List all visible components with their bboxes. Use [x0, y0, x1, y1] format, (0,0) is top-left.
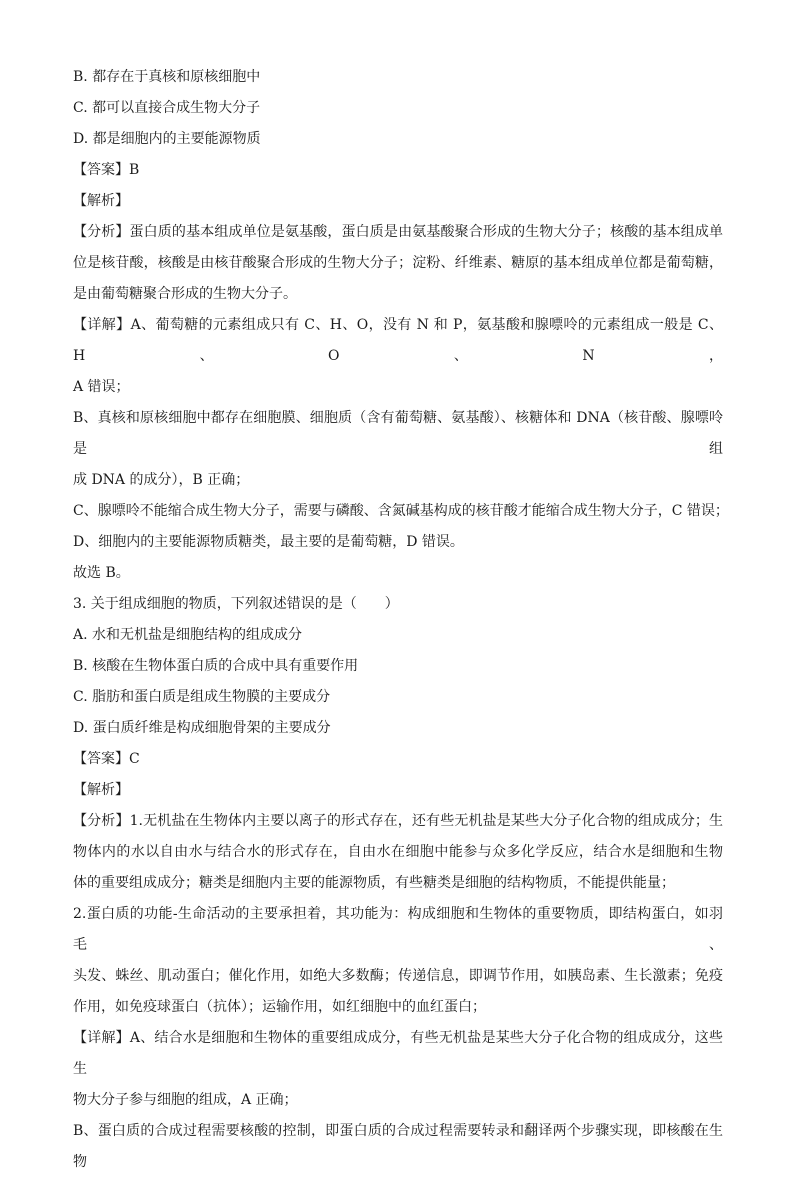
q3-fenxi: [73, 806, 723, 1023]
q2-analysis-label: 【解析】: [73, 193, 129, 209]
q2-conclusion: 故选 B。: [73, 565, 130, 581]
q2-option-b: B. 都存在于真核和原核细胞中: [73, 69, 261, 85]
q3-xiangjie-line: B、蛋白质的合成过程需要核酸的控制，即蛋白质的合成过程需要转录和翻译两个步骤实现，即核酸在生物: [73, 1123, 723, 1170]
q3-option-d: D. 蛋白质纤维是构成细胞骨架的主要成分: [73, 720, 331, 736]
q3-xiangjie-line: 【详解】A、结合水是细胞和生物体的重要组成成分，有些无机盐是某些大分子化合物的组成成分，这些生: [73, 1030, 723, 1077]
q2-xiangjie: [73, 310, 729, 589]
q2-xiangjie-line: C、腺嘌呤不能缩合成生物大分子，需要与磷酸、含氮碱基构成的核苷酸才能缩合成生物大分子，C 错误；: [73, 503, 729, 519]
q2-xiangjie-line: D、细胞内的主要能源物质糖类，最主要的是葡萄糖，D 错误。: [73, 534, 464, 550]
q3-option-b: B. 核酸在生物体蛋白质的合成中具有重要作用: [73, 658, 359, 674]
q2-option-list: [73, 62, 723, 155]
q3-analysis-label: 【解析】: [73, 782, 129, 798]
q3-xiangjie-line: 物大分子参与细胞的组成，A 正确；: [73, 1092, 298, 1108]
q2-fenxi-line: 【分析】蛋白质的基本组成单位是氨基酸，蛋白质是由氨基酸聚合形成的生物大分子；核酸的基本组成单: [73, 224, 723, 240]
q2-xiangjie-line: B、真核和原核细胞中都存在细胞膜、细胞质（含有葡萄糖、氨基酸）、核糖体和 DNA（核苷酸、腺嘌呤是组: [73, 410, 723, 457]
q3-fenxi-line: 体的重要组成成分；糖类是细胞内主要的能源物质，有些糖类是细胞的结构物质，不能提供能量；: [73, 875, 675, 891]
q2-fenxi-line: 位是核苷酸，核酸是由核苷酸聚合形成的生物大分子；淀粉、纤维素、糖原的基本组成单位都是葡萄糖，: [73, 255, 723, 271]
q3-fenxi-line: 头发、蛛丝、肌动蛋白；催化作用，如绝大多数酶；传递信息，即调节作用，如胰岛素、生长激素；免疫: [73, 968, 723, 984]
q3-stem: 3. 关于组成细胞的物质，下列叙述错误的是（ ）: [73, 596, 399, 612]
q3-xiangjie: [73, 1023, 723, 1178]
page-content: [73, 62, 729, 1178]
q3-fenxi-line: 2.蛋白质的功能-生命活动的主要承担着，其功能为：构成细胞和生物体的重要物质，即结构蛋白，如羽毛、: [73, 906, 723, 953]
q3-answer: 【答案】C: [73, 751, 140, 767]
q2-option-c: C. 都可以直接合成生物大分子: [73, 100, 261, 116]
q3-option-c: C. 脂肪和蛋白质是组成生物膜的主要成分: [73, 689, 331, 705]
q3-option-list: [73, 620, 723, 744]
q2-fenxi-line: 是由葡萄糖聚合形成的生物大分子。: [73, 286, 297, 302]
q3-fenxi-line: 物体内的水以自由水与结合水的形式存在，自由水在细胞中能参与众多化学反应，结合水是细胞和生物: [73, 844, 723, 860]
q2-answer: 【答案】B: [73, 162, 140, 178]
q2-xiangjie-line: A 错误；: [73, 379, 130, 395]
q2-fenxi: [73, 217, 723, 310]
q3-option-a: A. 水和无机盐是细胞结构的组成成分: [73, 627, 303, 643]
q2-xiangjie-line: 【详解】A、葡萄糖的元素组成只有 C、H、O，没有 N 和 P，氨基酸和腺嘌呤的元素组成一般是 C、H、O、N，: [73, 317, 723, 364]
q2-xiangjie-line: 成 DNA 的成分），B 正确；: [73, 472, 250, 488]
q3-fenxi-line: 作用，如免疫球蛋白（抗体）；运输作用，如红细胞中的血红蛋白；: [73, 999, 486, 1015]
q2-option-d: D. 都是细胞内的主要能源物质: [73, 131, 261, 147]
q3-fenxi-line: 【分析】1.无机盐在生物体内主要以离子的形式存在，还有些无机盐是某些大分子化合物的组成成分；生: [73, 813, 723, 829]
